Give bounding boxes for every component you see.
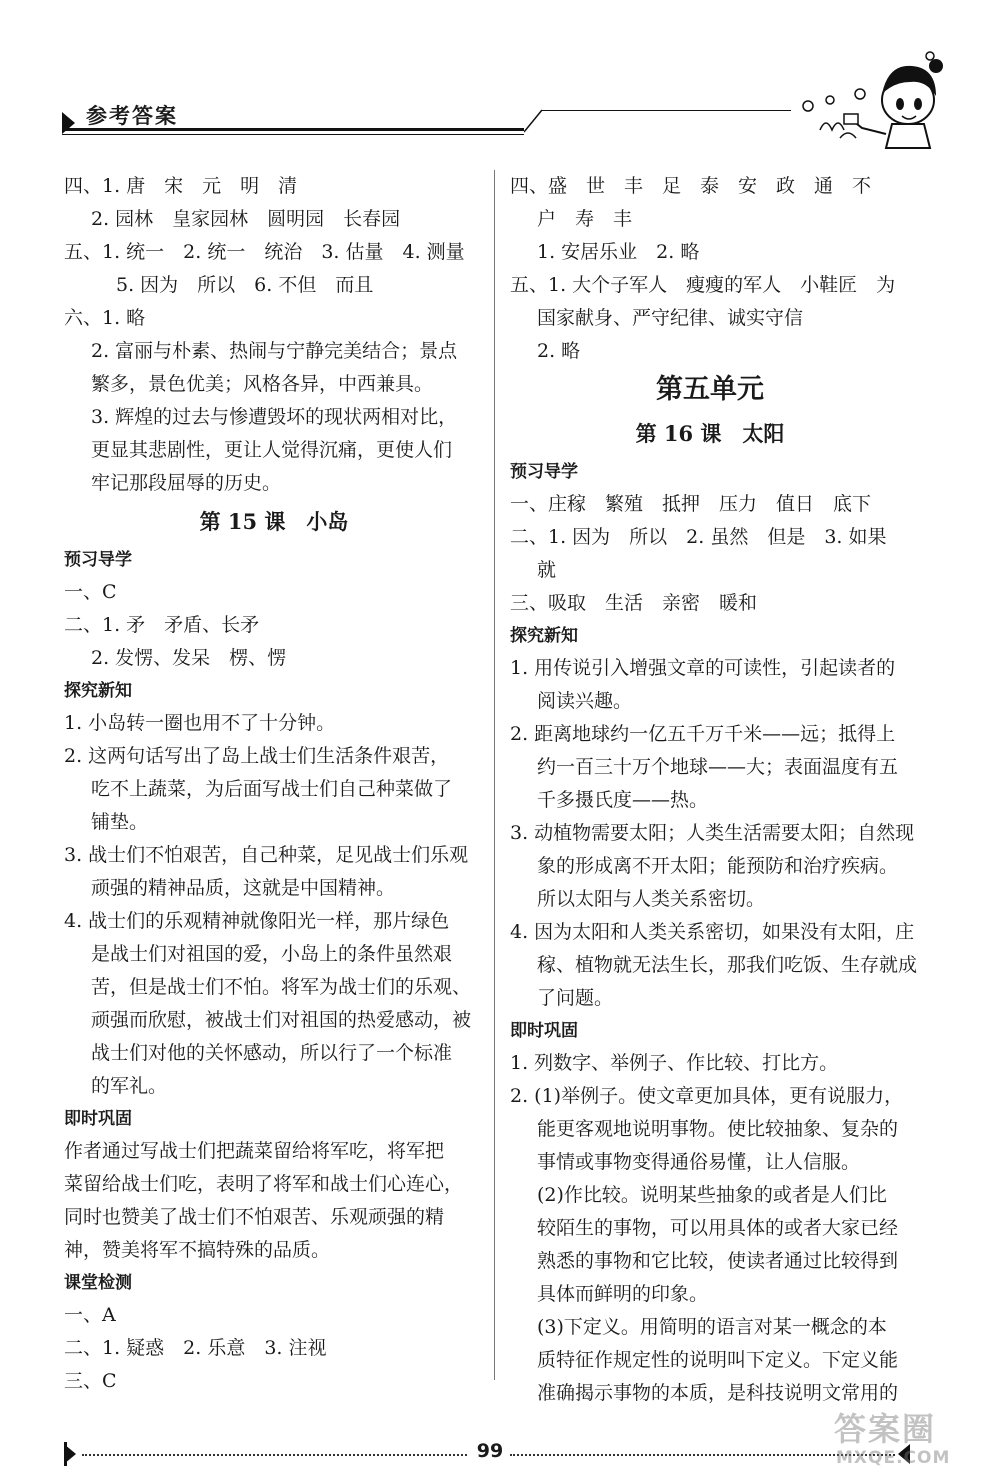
answer-line: 2. 略: [537, 340, 581, 362]
answer-line: 5. 因为 所以 6. 不但 而且: [116, 274, 374, 296]
answer-line: 具体而鲜明的印象。: [537, 1283, 709, 1305]
answer-line: 千多摄氏度——热。: [537, 789, 709, 811]
answer-line: 能更客观地说明事物。使比较抽象、复杂的: [537, 1118, 899, 1140]
answer-line: 质特征作规定性的说明叫下定义。下定义能: [537, 1349, 899, 1371]
answer-line: 牢记那段屈辱的历史。: [91, 472, 282, 494]
answer-line: 六、1. 略: [64, 307, 146, 329]
left-column: [64, 170, 484, 1398]
section-heading: 探究新知: [64, 681, 132, 701]
watermark-url: MXQE.COM: [836, 1448, 951, 1468]
answer-line: 3. 动植物需要太阳；人类生活需要太阳；自然现: [510, 822, 915, 844]
answer-line: 1. 小岛转一圈也用不了十分钟。: [64, 712, 336, 734]
answer-line: 吃不上蔬菜，为后面写战士们自己种菜做了: [91, 778, 453, 800]
section-heading: 预习导学: [510, 462, 578, 482]
answer-line: 4. 战士们的乐观精神就像阳光一样，那片绿色: [64, 910, 450, 932]
watermark-logo: [826, 1404, 996, 1474]
answer-line: 铺垫。: [91, 811, 149, 833]
answer-line: 二、1. 疑惑 2. 乐意 3. 注视: [64, 1337, 327, 1359]
header-title: 参考答案: [86, 104, 178, 128]
section-heading: 课堂检测: [64, 1273, 132, 1293]
answer-line: 阅读兴趣。: [537, 690, 633, 712]
answer-line: 1. 列数字、举例子、作比较、打比方。: [510, 1052, 839, 1074]
answer-line: 1. 用传说引入增强文章的可读性，引起读者的: [510, 657, 896, 679]
answer-line: 苦，但是战士们不怕。将军为战士们的乐观、: [91, 976, 472, 998]
answer-line: 较陌生的事物，可以用具体的或者大家已经: [537, 1217, 899, 1239]
answer-line: 同时也赞美了战士们不怕艰苦、乐观顽强的精: [64, 1206, 445, 1228]
answer-line: 约一百三十万个地球——大；表面温度有五: [537, 756, 899, 778]
answer-line: 2. (1)举例子。使文章更加具体，更有说服力，: [510, 1085, 904, 1107]
answer-line: 所以太阳与人类关系密切。: [537, 888, 766, 910]
answer-line: 三、吸取 生活 亲密 暖和: [510, 592, 758, 614]
section-heading: 预习导学: [64, 550, 132, 570]
answer-line: 3. 战士们不怕艰苦，自己种菜，足见战士们乐观: [64, 844, 469, 866]
answer-line: 顽强的精神品质，这就是中国精神。: [91, 877, 396, 899]
answer-line: 一、庄稼 繁殖 抵押 压力 值日 底下: [510, 493, 872, 515]
section-heading: 探究新知: [510, 626, 578, 646]
header-rule-right: [541, 110, 791, 111]
answer-line: 更显其悲剧性，更让人觉得沉痛，更使人们: [91, 439, 453, 461]
header-rule: [62, 128, 524, 131]
watermark-main: 答案圈: [834, 1410, 937, 1448]
cartoon-girl-icon: [790, 42, 960, 162]
header-rule-slant: [524, 108, 544, 134]
answer-line: 三、C: [64, 1370, 117, 1392]
answer-line: 准确揭示事物的本质，是科技说明文常用的: [537, 1382, 899, 1404]
answer-line: 一、A: [64, 1304, 116, 1326]
footer-arrow-left-icon: [64, 1444, 76, 1464]
answer-line: 了问题。: [537, 987, 614, 1009]
answer-line: 四、盛 世 丰 足 泰 安 政 通 不: [510, 175, 872, 197]
answer-line: 作者通过写战士们把蔬菜留给将军吃，将军把: [64, 1140, 445, 1162]
section-heading: 即时巩固: [510, 1021, 578, 1041]
answer-line: 象的形成离不开太阳；能预防和治疗疾病。: [537, 855, 899, 877]
answer-line: 熟悉的事物和它比较，使读者通过比较得到: [537, 1250, 899, 1272]
answer-line: 国家献身、严守纪律、诚实守信: [537, 307, 804, 329]
page-header: [0, 0, 1000, 160]
answer-line: 4. 因为太阳和人类关系密切，如果没有太阳，庄: [510, 921, 915, 943]
lesson-title: 第 16 课 太阳: [635, 421, 785, 446]
answer-line: 3. 辉煌的过去与惨遭毁坏的现状两相对比，: [91, 406, 458, 428]
answer-line: 是战士们对祖国的爱，小岛上的条件虽然艰: [91, 943, 453, 965]
answer-line: 2. 发愣、发呆 楞、愣: [91, 647, 287, 669]
lesson-title: 第 15 课 小岛: [199, 509, 349, 534]
header-rule-thin: [62, 134, 524, 135]
answer-line: 的军礼。: [91, 1075, 168, 1097]
answer-line: 四、1. 唐 宋 元 明 清: [64, 175, 298, 197]
footer-dotted-rule-left: [82, 1454, 467, 1456]
right-column: [510, 170, 918, 1410]
answer-line: 二、1. 因为 所以 2. 虽然 但是 3. 如果: [510, 526, 887, 548]
page-number: 99: [476, 1440, 504, 1462]
answer-line: 一、C: [64, 581, 117, 603]
answer-line: 神，赞美将军不搞特殊的品质。: [64, 1239, 331, 1261]
answer-line: 五、1. 统一 2. 统一 统治 3. 估量 4. 测量: [64, 241, 465, 263]
section-heading: 即时巩固: [64, 1109, 132, 1129]
answer-line: 菜留给战士们吃，表明了将军和战士们心连心，: [64, 1173, 464, 1195]
answer-line: 2. 距离地球约一亿五千万千米——远；抵得上: [510, 723, 896, 745]
answer-line: 1. 安居乐业 2. 略: [537, 241, 700, 263]
answer-line: 2. 这两句话写出了岛上战士们生活条件艰苦，: [64, 745, 450, 767]
answer-line: 就: [537, 559, 557, 581]
answer-line: 户 寿 丰: [537, 208, 633, 230]
answer-line: 五、1. 大个子军人 瘦瘦的军人 小鞋匠 为: [510, 274, 896, 296]
answer-line: 战士们对他的关怀感动，所以行了一个标准: [91, 1042, 453, 1064]
answer-line: 顽强而欣慰，被战士们对祖国的热爱感动，被: [91, 1009, 472, 1031]
answer-line: 繁多，景色优美；风格各异，中西兼具。: [91, 373, 434, 395]
answer-line: 2. 富丽与朴素、热闹与宁静完美结合；景点: [91, 340, 458, 362]
answer-line: 事情或事物变得通俗易懂，让人信服。: [537, 1151, 861, 1173]
answer-line: 2. 园林 皇家园林 圆明园 长春园: [91, 208, 401, 230]
answer-line: 稼、植物就无法生长，那我们吃饭、生存就成: [537, 954, 918, 976]
unit-title: 第五单元: [656, 374, 764, 405]
answer-line: 二、1. 矛 矛盾、长矛: [64, 614, 260, 636]
answer-line: (3)下定义。用简明的语言对某一概念的本: [537, 1316, 887, 1338]
answer-line: (2)作比较。说明某些抽象的或者是人们比: [537, 1184, 887, 1206]
column-divider: [494, 170, 495, 1380]
